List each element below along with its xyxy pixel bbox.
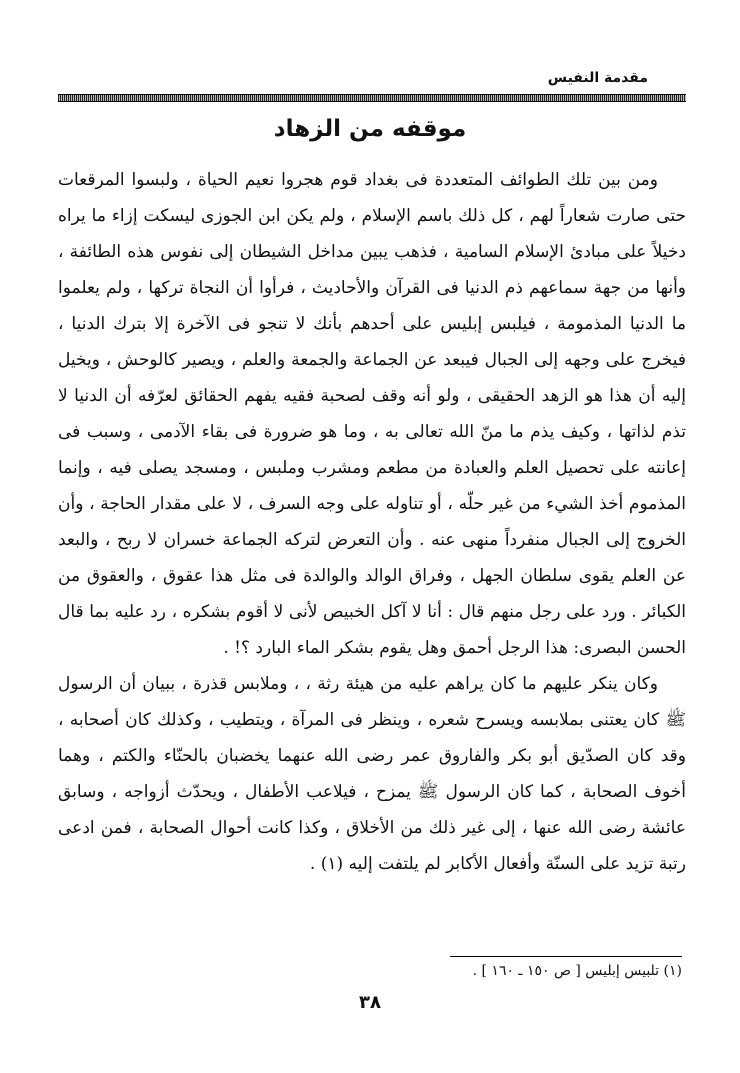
running-header: مقدمة النفيس (547, 70, 648, 86)
paragraph: وكان ينكر عليهم ما كان يراهم عليه من هيئة رثة ، ، وملابس قذرة ، ببيان أن الرسول ﷺ كان يعتنى بملابسه ويسرح شعره ، وينظر فى المرآة ، ويتطيب ، وكذلك كان أصحابه ، وقد كان الصدّيق أبو بكر والفاروق عمر رضى الله عنهما يخضبان بالحنّاء والكتم ، وهما أخوف الصحابة ، كما كان الرسول ﷺ يمزح ، فيلاعب الأطفال ، ويحدّث أزواجه ، وسابق عائشة رضى الله عنها ، إلى غير ذلك من الأخلاق ، وكذا كانت أحوال الصحابة ، فمن ادعى رتبة تزيد على السنّة وأفعال الأكابر لم يلتفت إليه (١) . (58, 674, 686, 874)
footnote-rule (450, 956, 682, 957)
footnote: (١) تلبيس إبليس [ ص ١٥٠ ـ ١٦٠ ] . (472, 963, 682, 979)
header-rule (58, 94, 686, 102)
page-number: ٣٨ (359, 992, 381, 1013)
section-title: موقفه من الزهاد (273, 116, 467, 142)
body-text (58, 162, 686, 882)
paragraph: ومن بين تلك الطوائف المتعددة فى بغداد قوم هجروا نعيم الحياة ، ولبسوا المرقعات حتى صارت شعاراً لهم ، كل ذلك باسم الإسلام ، ولم يكن ابن الجوزى ليسكت إزاء ما يراه دخيلاً على مبادئ الإسلام السامية ، فذهب يبين مداخل الشيطان إلى نفوس هذه الطائفة ، وأنها من جهة سماعهم ذم الدنيا فى القرآن والأحاديث ، فرأوا أن النجاة تركها ، ولم يعلموا ما الدنيا المذمومة ، فيلبس إبليس على أحدهم بأنك لا تنجو فى الآخرة إلا بترك الدنيا ، فيخرج على وجهه إلى الجبال فيبعد عن الجماعة والجمعة والعلم ، ويصير كالوحش ، ويخيل إليه أن هذا هو الزهد الحقيقى ، ولو أنه وقف لصحبة فقيه يفهم الحقائق لعرّفه أن الدنيا لا تذم لذاتها ، وكيف يذم ما منّ الله تعالى به ، وما هو ضرورة فى بقاء الآدمى ، وسبب فى إعانته على تحصيل العلم والعبادة من مطعم ومشرب وملبس ، ومسجد يصلى فيه ، وإنما المذموم أخذ الشيء من غير حلّه ، أو تناوله على وجه السرف ، لا على مقدار الحاجة ، وأن الخروج إلى الجبال منفرداً منهى عنه . وأن التعرض لتركه الجماعة خسران لا ربح ، والبعد عن العلم يقوى سلطان الجهل ، وفراق الوالد والوالدة فى مثل هذا عقوق ، والعقوق من الكبائر . ورد على رجل منهم قال : أنا لا آكل الخبيص لأنى لا أقوم بشكره ، رد عليه بما قال الحسن البصرى: هذا الرجل أحمق وهل يقوم بشكر الماء البارد ؟! . (58, 170, 686, 658)
